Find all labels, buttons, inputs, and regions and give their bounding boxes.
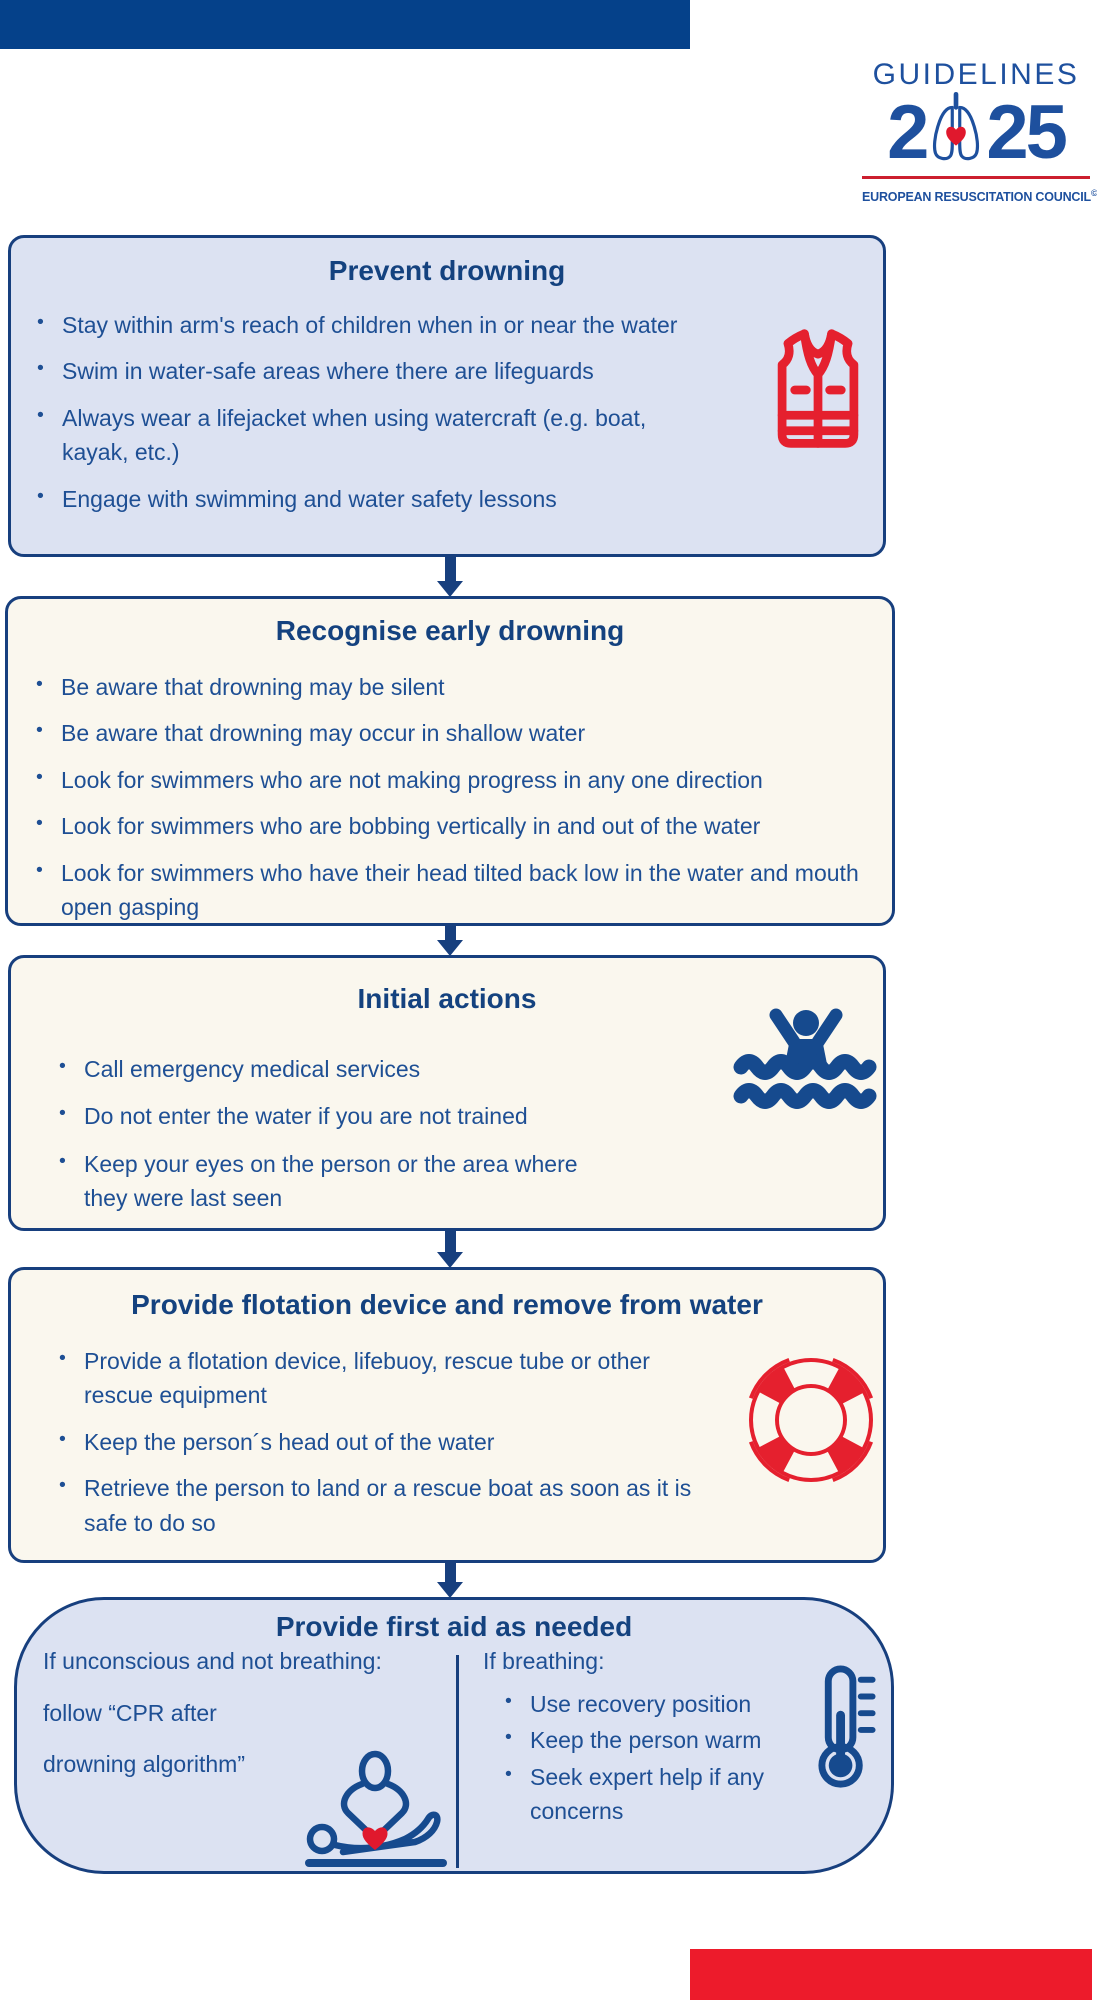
panel-initial-actions [8, 955, 886, 1231]
bullet-item: • Look for swimmers who have their head tilted back low in the water and mouth open gasping [32, 856, 868, 925]
flow-arrow-down-icon [437, 923, 463, 956]
flow-arrow-down-icon [437, 554, 463, 597]
bullet-item: • Seek expert help if any concerns [501, 1760, 801, 1829]
logo-year-digit-left: 2 [887, 89, 927, 175]
logo-year [862, 89, 1090, 175]
breathing-heading: If breathing: [483, 1648, 605, 1674]
erc-guidelines-logo [862, 58, 1097, 205]
flow-arrow-down-icon [437, 1560, 463, 1598]
bullet-item: • Be aware that drowning may be silent [32, 670, 868, 705]
lifebuoy-icon [736, 1340, 886, 1498]
logo-org-text [862, 188, 1097, 205]
bottom-accent-bar [690, 1949, 1092, 2000]
panel-provide-first-aid [14, 1597, 894, 1874]
logo-red-rule [862, 176, 1090, 179]
bullet-item: • Be aware that drowning may occur in shallow water [32, 716, 868, 751]
bullet-item: • Provide a flotation device, lifebuoy, rescue tube or other rescue equipment [55, 1344, 695, 1413]
thermometer-icon [817, 1664, 875, 1792]
cpr-instruction-line1: follow “CPR after [43, 1699, 217, 1726]
first-aid-right-column [483, 1644, 813, 1829]
panel-prevent-drowning [8, 235, 886, 557]
initial-actions-bullets [55, 1052, 615, 1216]
panel-title-recognise-early-drowning: Recognise early drowning [275, 615, 625, 646]
logo-org-name: EUROPEAN RESUSCITATION COUNCIL [862, 190, 1091, 205]
bullet-item: • Look for swimmers who are not making progress in any one direction [32, 763, 868, 798]
prevent-drowning-bullets [33, 308, 678, 517]
unconscious-heading: If unconscious and not breathing: [43, 1648, 382, 1674]
panel-title-provide-first-aid: Provide first aid as needed [275, 1611, 633, 1642]
bullet-item: • Stay within arm's reach of children when in or near the water [33, 308, 678, 343]
logo-guidelines-text: GUIDELINES [872, 58, 1080, 91]
bullet-item: • Do not enter the water if you are not trained [55, 1099, 615, 1134]
panel-title-initial-actions: Initial actions [357, 983, 537, 1014]
top-accent-bar [0, 0, 690, 49]
bullet-item: • Engage with swimming and water safety lessons [33, 482, 678, 517]
bullet-item: • Keep the person´s head out of the water [55, 1425, 695, 1460]
bullet-item: • Call emergency medical services [55, 1052, 615, 1087]
logo-copyright: © [1090, 188, 1097, 198]
cpr-instruction-line2: drowning algorithm” [43, 1751, 245, 1777]
bullet-item: • Keep the person warm [501, 1723, 801, 1758]
panel-title-prevent-drowning: Prevent drowning [328, 255, 566, 286]
recognise-early-drowning-bullets [32, 670, 868, 925]
bullet-item: • Swim in water-safe areas where there are lifeguards [33, 354, 678, 389]
panel-title-provide-flotation-device: Provide flotation device and remove from water [131, 1289, 763, 1320]
bullet-item: • Use recovery position [501, 1687, 801, 1722]
bullet-item: • Look for swimmers who are bobbing vertically in and out of the water [32, 809, 868, 844]
lungs-heart-icon [928, 92, 984, 162]
logo-year-digit-right: 25 [986, 89, 1065, 175]
provide-flotation-bullets [55, 1344, 695, 1541]
drowning-person-icon [735, 1003, 875, 1121]
bullet-item: • Keep your eyes on the person or the area where they were last seen [55, 1147, 615, 1216]
lifejacket-icon [759, 326, 877, 456]
bullet-item: • Retrieve the person to land or a rescue boat as soon as it is safe to do so [55, 1471, 695, 1540]
flow-arrow-down-icon [437, 1228, 463, 1268]
breathing-bullets [501, 1687, 801, 1829]
panel-recognise-early-drowning [5, 596, 895, 926]
bullet-item: • Always wear a lifejacket when using watercraft (e.g. boat, kayak, etc.) [33, 401, 678, 470]
panel-provide-flotation-device [8, 1267, 886, 1563]
cpr-icon [297, 1748, 457, 1874]
